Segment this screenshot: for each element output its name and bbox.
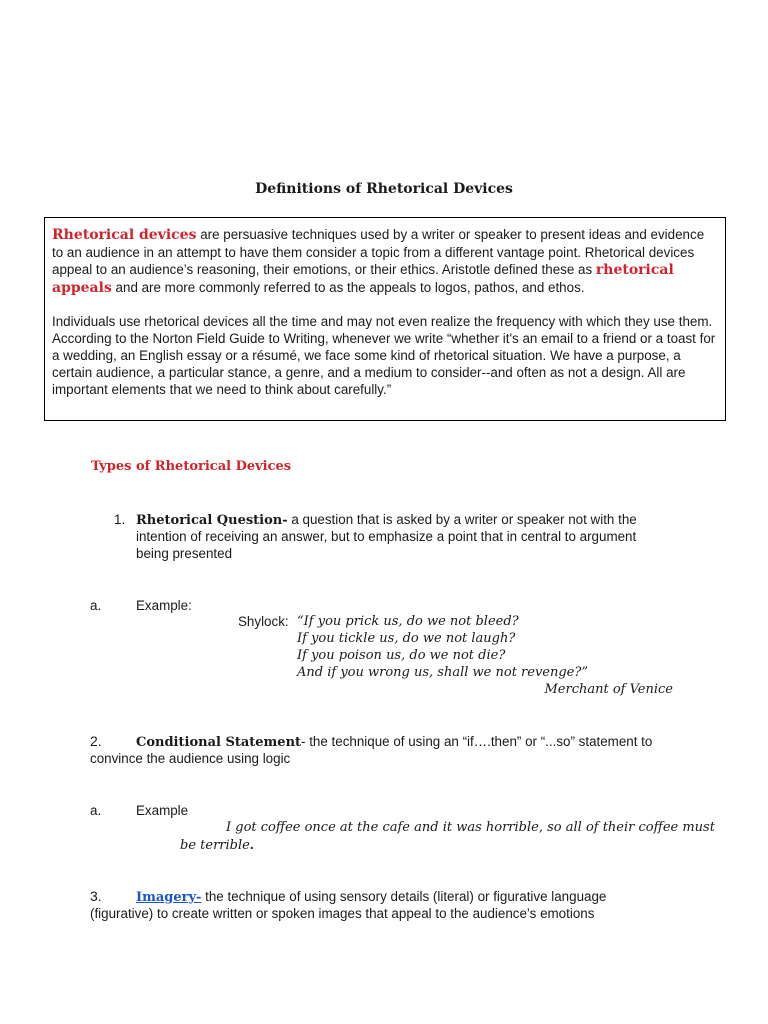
intro-text-a: are persuasive techniques used by a writer or speaker to present ideas and evidence to an audience in an attempt to have them consider a topic from a different vantage point. Rhetorical devices appeal to an audience’s reasoning, their emotions, or their ethics. Aristotle defined these as [52, 227, 705, 277]
item-2-example-label: Example [136, 803, 189, 818]
item-3-definition-line-1 [136, 888, 606, 906]
item-1-example-label: Example: [136, 598, 192, 613]
item-2-example-marker: a. [90, 803, 102, 818]
intro-definition-box [44, 217, 726, 421]
quote-line-4: And if you wrong us, shall we not revenge?” [297, 665, 588, 680]
intro-paragraph-2: Individuals use rhetorical devices all the time and may not even realize the frequency with which they use them. According to the Norton Field Guide to Writing, whenever we write “whether it's an email to a friend or a toast for a wedding, an English essay or a résumé, we face some kind of rhetorical situation. We have a purpose, a certain audience, a particular stance, a genre, and a medium to consider--and often as not a design. All are important elements that we need to think about carefully.” [52, 314, 716, 397]
item-2-example-line-2 [180, 836, 254, 854]
item-2-number: 2. [90, 733, 102, 749]
item-1-def-text: a question that is asked by a writer or speaker not with the [287, 512, 637, 527]
term-rhetorical-devices: Rhetorical devices [52, 227, 197, 243]
types-heading: Types of Rhetorical Devices [91, 459, 292, 474]
quote-speaker: Shylock: [238, 614, 289, 629]
item-1-example-marker: a. [90, 598, 102, 613]
quote-source: Merchant of Venice [544, 682, 673, 697]
item-3-number: 3. [90, 888, 102, 904]
item-3-def-text: the technique of using sensory details (literal) or figurative language [201, 889, 607, 904]
item-3-term-link[interactable]: Imagery- [136, 890, 202, 905]
intro-text-b: and are more commonly referred to as the appeals to logos, pathos, and ethos. [111, 280, 585, 295]
item-2-def-text: - the technique of using an “if….then” or “...so” statement to [301, 734, 653, 749]
term-rhetorical-appeals: rhetorical appeals [52, 262, 674, 296]
quote-line-3: If you poison us, do we not die? [297, 648, 506, 663]
item-1-definition-line-1 [136, 511, 637, 529]
item-1-term: Rhetorical Question- [136, 513, 288, 528]
item-3-definition-line-2: (figurative) to create written or spoken images that appeal to the audience’s emotions [90, 906, 595, 921]
page-title: Definitions of Rhetorical Devices [255, 181, 513, 197]
item-2-example-text: be terrible [180, 838, 250, 853]
item-2-definition-line-2: convince the audience using logic [90, 751, 291, 766]
item-2-example-line-1: I got coffee once at the cafe and it was horrible, so all of their coffee must [226, 820, 715, 835]
item-1-definition-line-2: intention of receiving an answer, but to emphasize a point that in central to argument [136, 529, 637, 544]
quote-line-2: If you tickle us, do we not laugh? [297, 631, 516, 646]
item-1-definition-line-3: being presented [136, 546, 233, 561]
item-1-number: 1. [114, 512, 126, 527]
item-2-example-period: . [249, 837, 254, 852]
quote-line-1: “If you prick us, do we not bleed? [297, 614, 519, 629]
item-2-term: Conditional Statement [136, 735, 302, 750]
intro-paragraph-1 [52, 226, 719, 297]
item-2-definition-line-1 [136, 733, 652, 751]
